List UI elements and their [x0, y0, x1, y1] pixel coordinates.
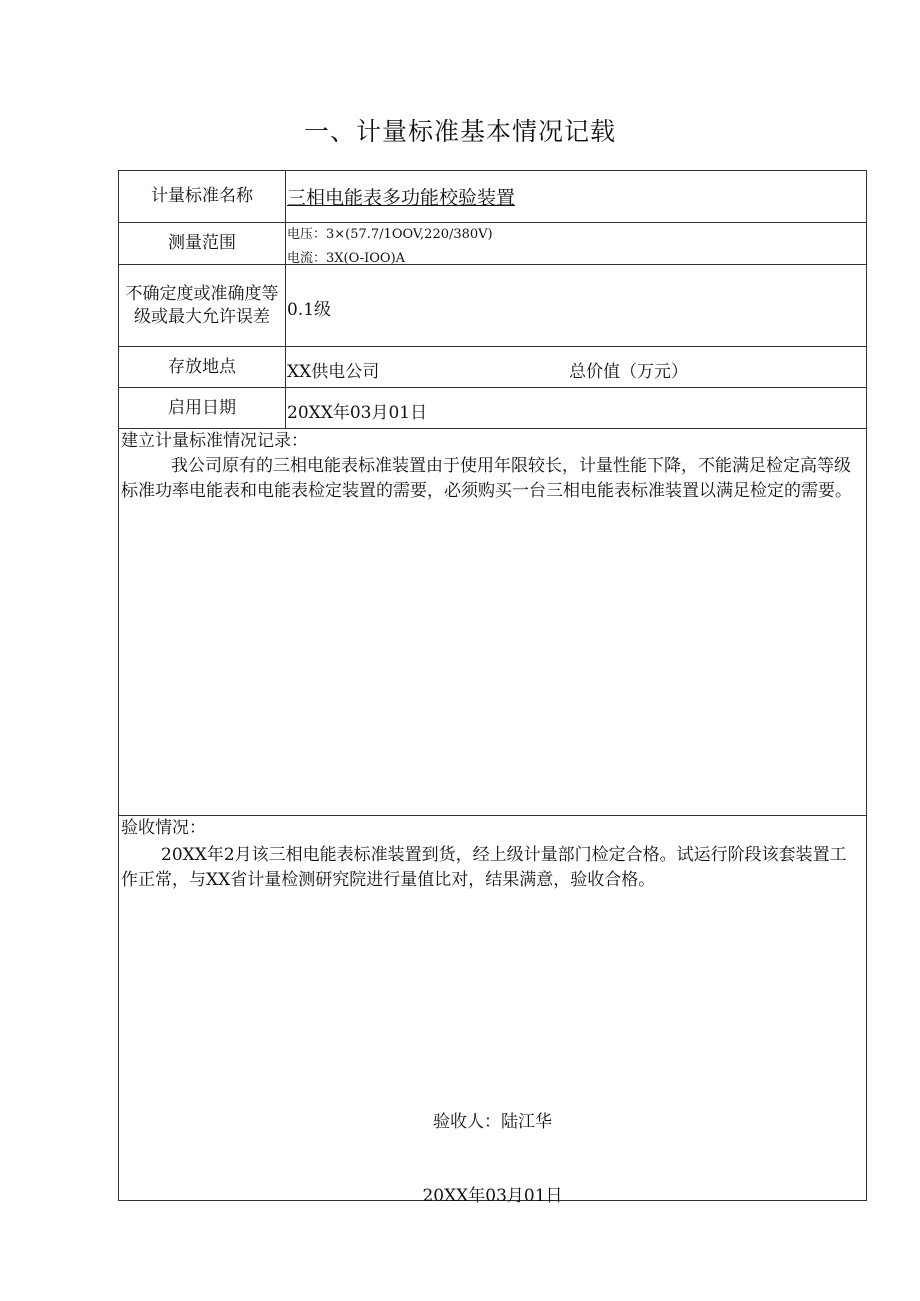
start-date-label: 启用日期: [168, 397, 236, 418]
measuring-range-label: 测量范围: [168, 233, 236, 253]
column-divider: [285, 171, 286, 428]
total-value-label: 总价值（万元）: [569, 362, 688, 382]
voltage-range: 电压：3×(57.7/1OOV,220/380V): [287, 227, 493, 242]
uncertainty-label: 不确定度或准确度等级或最大允许误差: [125, 283, 279, 327]
establish-record-body: 我公司原有的三相电能表标准装置由于使用年限较长，计量性能下降，不能满足检定高等级标准功率电能表和电能表检定装置的需要，必须购买一台三相电能表标准装置以满足检定的需要。: [121, 456, 852, 501]
current-range: 电流：3X(O-IOO)A: [287, 251, 406, 264]
acceptance-heading: 验收情况：: [121, 818, 206, 838]
standard-name-value: 三相电能表多功能校验装置: [287, 187, 516, 209]
establish-record-section: [121, 429, 861, 504]
standard-name-value-cell: [287, 183, 857, 210]
page-title: 一、计量标准基本情况记载: [303, 117, 616, 146]
acceptor-name: 验收人：陆江华: [433, 1112, 552, 1132]
acceptance-section: [121, 816, 861, 893]
storage-location-label: 存放地点: [168, 356, 236, 377]
standard-name-label: 计量标准名称: [151, 186, 253, 206]
start-date-value: 20XX年03月01日: [287, 403, 428, 423]
measuring-range-value-cell: [287, 223, 857, 264]
uncertainty-value: 0.1级: [287, 300, 332, 320]
storage-location-value: XX供电公司: [287, 362, 380, 382]
acceptance-body: 20XX年2月该三相电能表标准装置到货，经上级计量部门检定合格。试运行阶段该套装置工作正常，与XX省计量检测研究院进行量值比对，结果满意，验收合格。: [121, 845, 847, 890]
establish-record-heading: 建立计量标准情况记录：: [121, 431, 308, 451]
standard-info-table: [118, 170, 867, 1206]
acceptance-date: 20XX年03月01日: [422, 1186, 563, 1206]
